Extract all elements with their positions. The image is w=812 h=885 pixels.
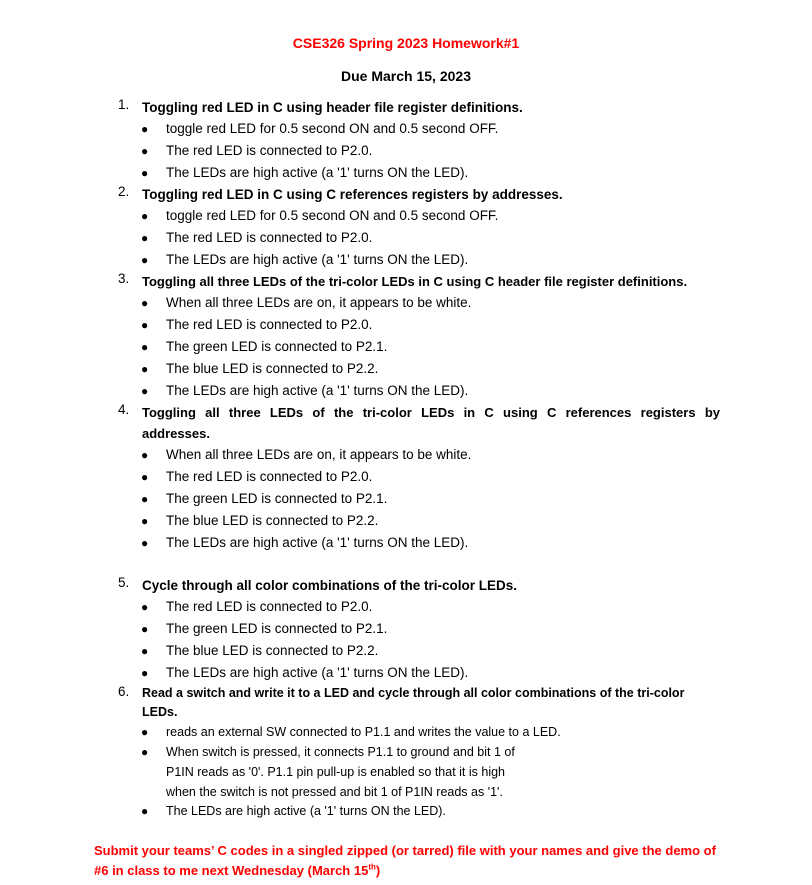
bullet-icon: ● xyxy=(141,745,149,759)
bullet-icon: ● xyxy=(141,253,149,267)
task-title-line1: Read a switch and write it to a LED and cycle through all color combinations of the tri-color xyxy=(142,686,685,700)
homework-page: CSE326 Spring 2023 Homework#1 Due March 15, 2023 1. Toggling red LED in C using header file register definitions. ● toggle red LED for 0.5 second ON and 0.5 second OFF. ● The red LED is connected to P2.0. ● The LEDs are high active (a '1' turns ON the LED). 2. Toggling red LED in C using C references registers by addresses. ● toggle red LED for 0.5 second ON and 0.5 second OFF. ● The red LED is connected to P2.0. ● The LEDs are high active (a '1' turns ON the LED). 3. Toggling all three LEDs of the tri-color LEDs in C using C header file register definitions. ● When all three LEDs are on, it appears to be white. ● The red LED is connected to P2.0. ● The green LED is connected to P2.1. ● The blue LED is connected to P2.2. ● The LEDs are high active (a '1' turns ON the LED). 4. Toggling all three LEDs of the tri-color LEDs in C using C references registers by addresses. ● When all three LEDs are on, it appears to be white. ● The red LED is connected to P2.0. ● The green LED is connected to P2.1. ● The blue LED is connected to P2.2. ● The LEDs are high active (a '1' turns ON the LED). 5. Cycle through all color combinations of the tri-color LEDs. ● The red LED is connected to P2.0. ● The green LED is connected to P2.1. ● The blue LED is connected to P2.2. ● The LEDs are high active (a '1' turns ON the LED). 6. Read a switch and write it to a LED and cycle through all color combinations of the tri-color LEDs. ● reads an external SW connected to P1.1 and writes the value to a LED. ● When switch is pressed, it connects P1.1 to ground and bit 1 of P1IN reads as '0'. P1.1 pin pull-up is enabled so that it is high when the switch is not pressed and bit 1 of P1IN reads as '1'. ● The LEDs are high active (a '1' turns ON the LED). Submit your teams’ C codes in a singled zipped (or tarred) file with your names and give the demo of #6 in class to me next Wednesday (March 15th) xyxy=(0,0,812,885)
task-title: Toggling red LED in C using header file register definitions. xyxy=(142,100,523,115)
task-number: 1. xyxy=(118,97,130,112)
task-item-4 xyxy=(118,402,720,446)
task-title-line2: LEDs. xyxy=(142,705,178,719)
bullet-icon: ● xyxy=(141,209,149,223)
due-date: Due March 15, 2023 xyxy=(341,68,471,84)
submission-line-1: Submit your teams’ C codes in a singled zipped (or tarred) file with your names and give the demo of xyxy=(94,843,716,858)
bullet-icon: ● xyxy=(141,362,149,376)
bullet-icon: ● xyxy=(141,666,149,680)
bullet-icon: ● xyxy=(141,536,149,550)
submission-note xyxy=(94,841,734,881)
task-item-6 xyxy=(118,684,720,724)
page-title: CSE326 Spring 2023 Homework#1 xyxy=(292,35,520,51)
task-number: 3. xyxy=(118,271,130,286)
task-title-line1: Toggling all three LEDs of the tri-color LEDs in C using C references registers by xyxy=(142,405,720,420)
task-number: 2. xyxy=(118,184,130,199)
task-title: Toggling all three LEDs of the tri-color LEDs in C using C header file register definitions. xyxy=(142,274,688,289)
bullet-icon: ● xyxy=(141,492,149,506)
bullet-icon: ● xyxy=(141,296,149,310)
task-number: 6. xyxy=(118,684,130,699)
bullet-icon: ● xyxy=(141,725,149,739)
task-title: Cycle through all color combinations of the tri-color LEDs. xyxy=(142,578,518,593)
bullet-icon: ● xyxy=(141,622,149,636)
bullet-icon: ● xyxy=(141,600,149,614)
bullet-icon: ● xyxy=(141,144,149,158)
bullet-icon: ● xyxy=(141,448,149,462)
bullet-icon: ● xyxy=(141,318,149,332)
bullet-icon: ● xyxy=(141,340,149,354)
bullet-icon: ● xyxy=(141,470,149,484)
bullet-icon: ● xyxy=(141,514,149,528)
bullet-icon: ● xyxy=(141,804,149,818)
bullet-icon: ● xyxy=(141,166,149,180)
task-number: 5. xyxy=(118,575,130,590)
task-title-line2: addresses. xyxy=(142,426,210,441)
list-item: ● When switch is pressed, it connects P1.1 to ground and bit 1 of P1IN reads as '0'. P1.1 pin pull-up is enabled so that it is high when the switch is not pressed and bit 1 of P1IN reads as '1'. xyxy=(141,742,711,802)
task-number: 4. xyxy=(118,402,130,417)
bullet-icon: ● xyxy=(141,384,149,398)
bullet-icon: ● xyxy=(141,644,149,658)
bullet-icon: ● xyxy=(141,122,149,136)
task-title: Toggling red LED in C using C references registers by addresses. xyxy=(142,187,563,202)
bullet-icon: ● xyxy=(141,231,149,245)
submission-line-2: #6 in class to me next Wednesday (March 15th) xyxy=(94,862,381,878)
